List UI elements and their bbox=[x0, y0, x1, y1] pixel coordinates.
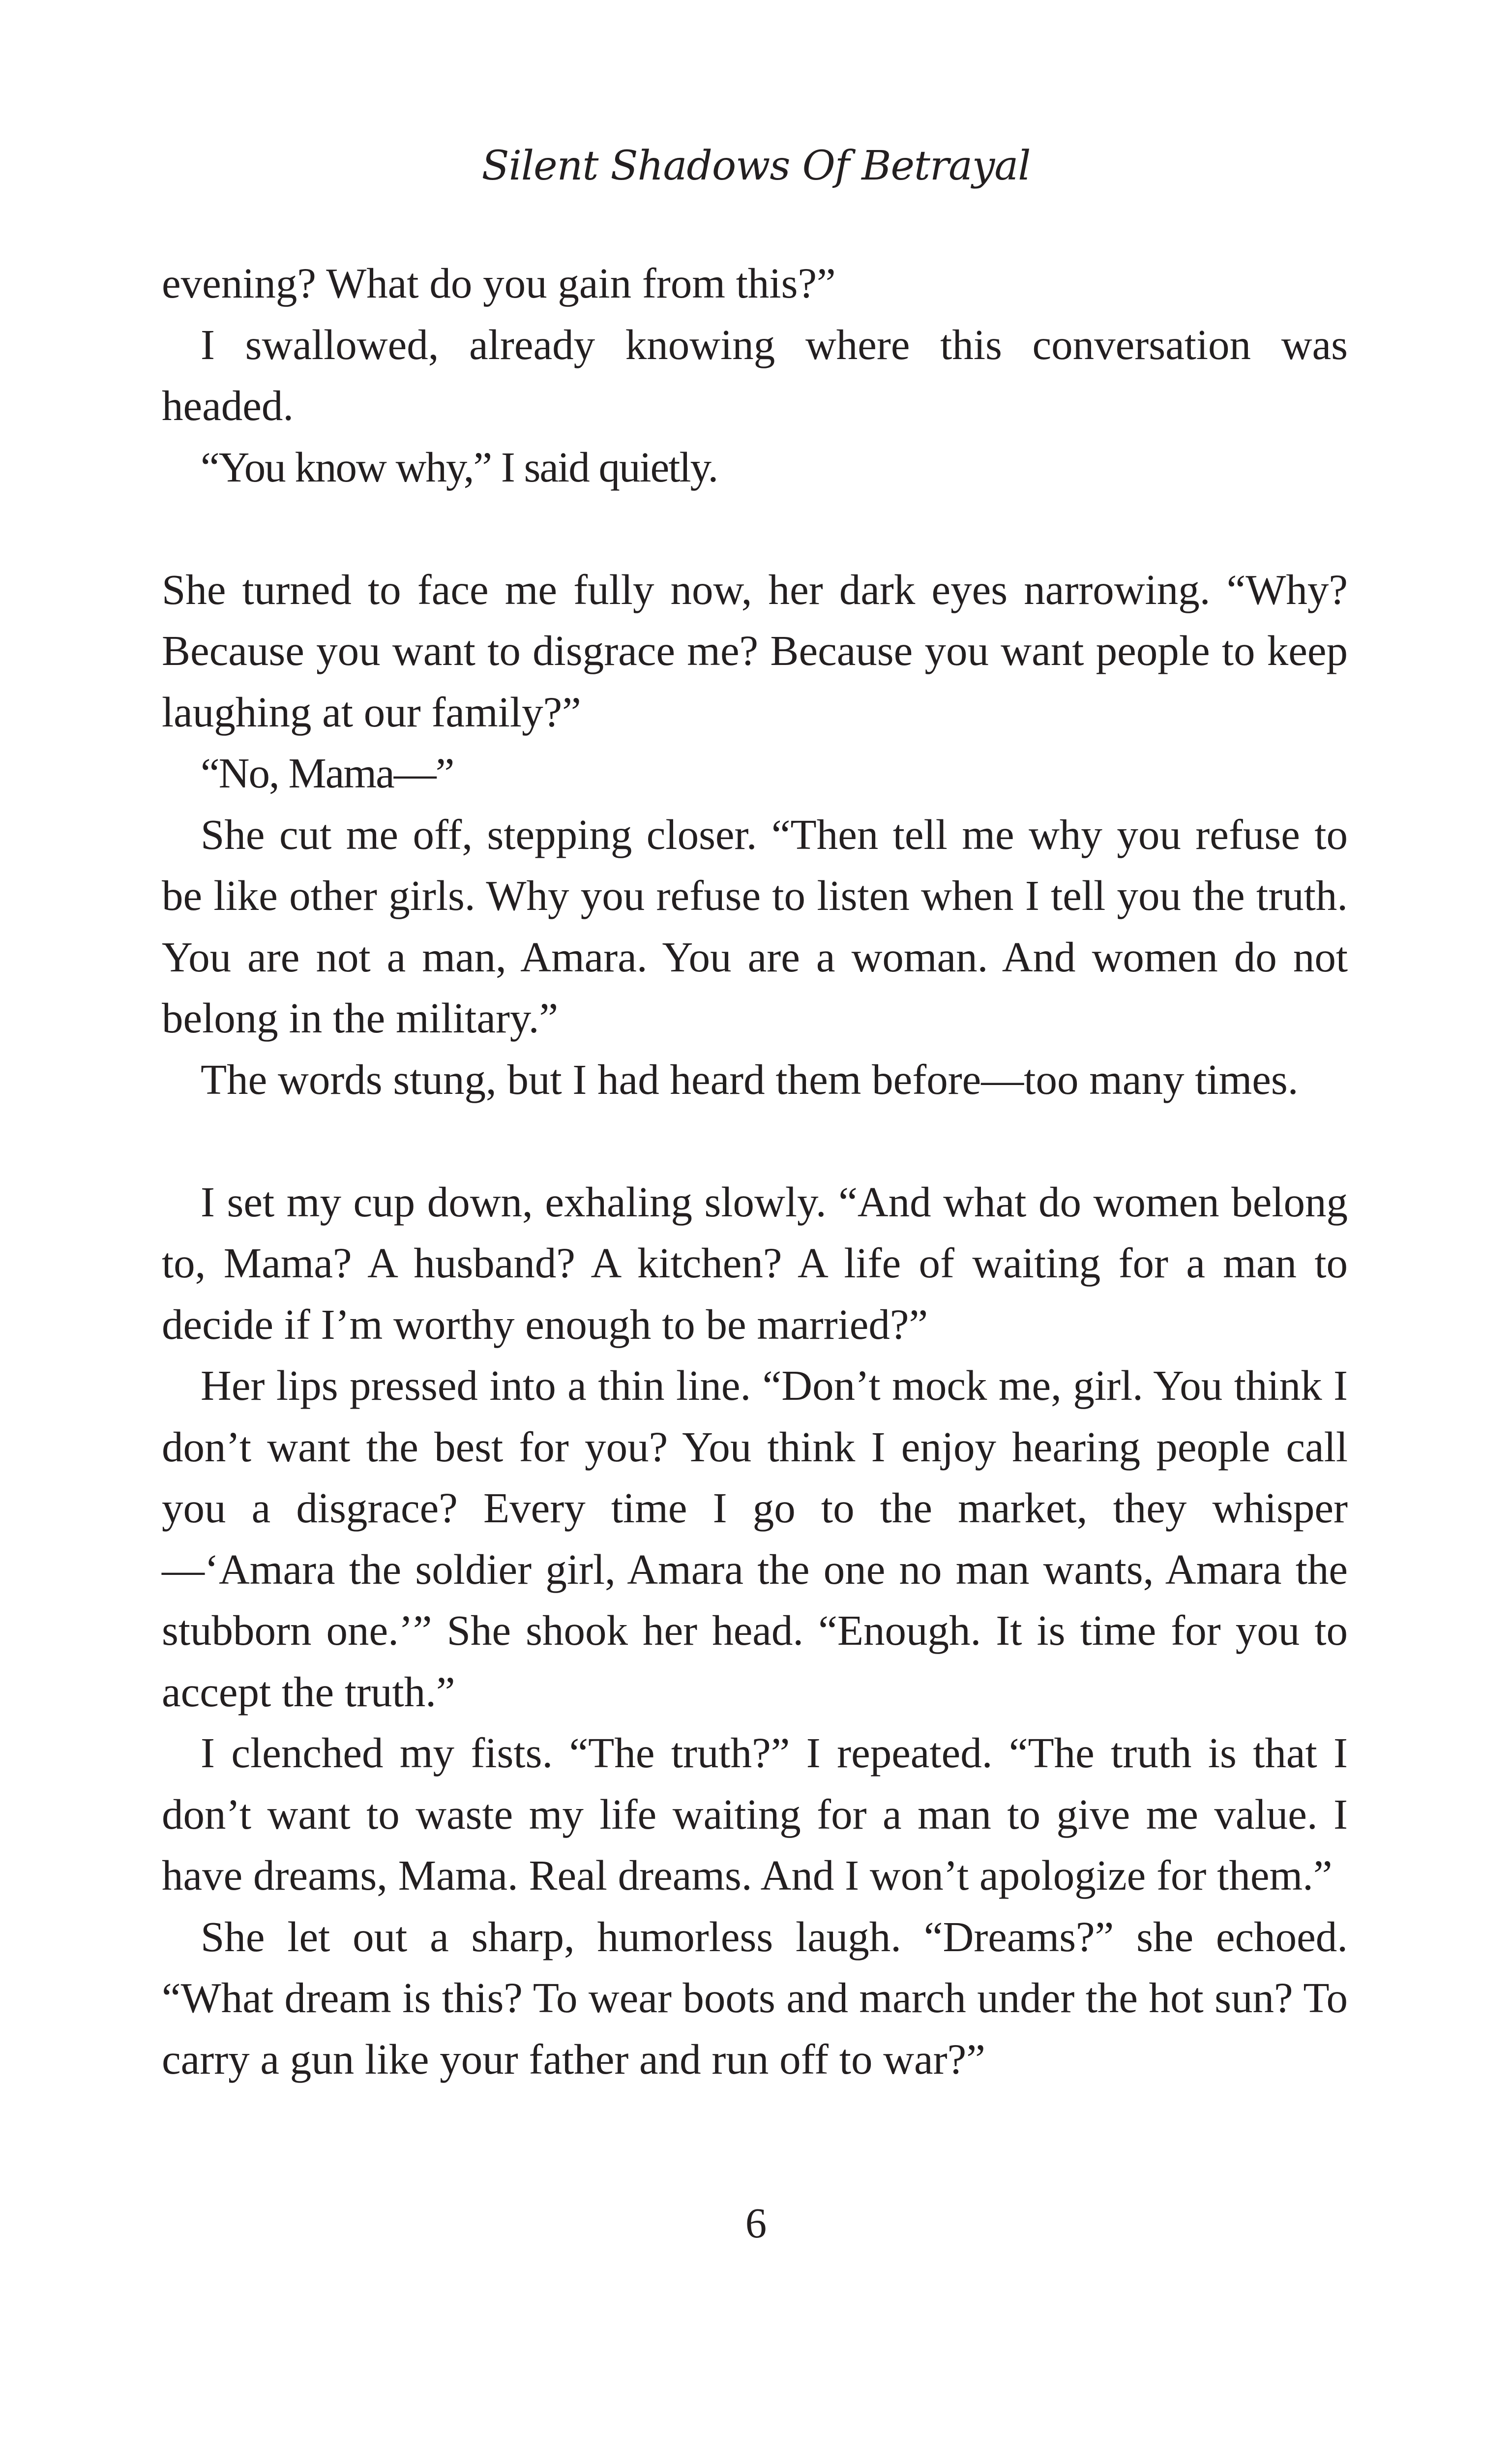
paragraph: evening? What do you gain from this?” bbox=[162, 259, 836, 307]
paragraph: “You know why,” I said quietly. bbox=[201, 443, 718, 491]
paragraph: I swallowed, already knowing where this conversation was headed. bbox=[162, 320, 1348, 429]
paragraph: She cut me off, stepping closer. “Then tell me why you refuse to be like other girls. Why you refuse to listen when I tell you the truth. You are not a man, Amara. You are a woman. And women do not belong in the military.” bbox=[162, 810, 1348, 1042]
paragraph: “No, Mama—” bbox=[201, 749, 454, 797]
paragraph: She turned to face me fully now, her dark eyes narrowing. “Why? Because you want to disgrace me? Because you want people to keep laughing at our family?” bbox=[162, 565, 1348, 736]
paragraph: The words stung, but I had heard them before—too many times. bbox=[201, 1055, 1299, 1103]
page-number: 6 bbox=[745, 2199, 767, 2247]
body-text bbox=[162, 253, 1348, 2090]
running-header: Silent Shadows Of Betrayal bbox=[481, 143, 1031, 189]
paragraph: I clenched my fists. “The truth?” I repeated. “The truth is that I don’t want to waste my life waiting for a man to give me value. I have dreams, Mama. Real dreams. And I won’t apologize for them.” bbox=[162, 1729, 1348, 1899]
paragraph: She let out a sharp, humorless laugh. “Dreams?” she echoed. “What dream is this? To wear boots and march under the hot sun? To carry a gun like your father and run off to war?” bbox=[162, 1912, 1348, 2083]
paragraph: Her lips pressed into a thin line. “Don’t mock me, girl. You think I don’t want the best for you? You think I enjoy hearing people call you a disgrace? Every time I go to the market, they whisper—‘Amara the soldier girl, Amara the one no man wants, Amara the stubborn one.’” She shook her head. “Enough. It is time for you to accept the truth.” bbox=[162, 1361, 1348, 1716]
paragraph: I set my cup down, exhaling slowly. “And what do women belong to, Mama? A husband? A kitchen? A life of waiting for a man to decide if I’m worthy enough to be married?” bbox=[162, 1177, 1348, 1348]
